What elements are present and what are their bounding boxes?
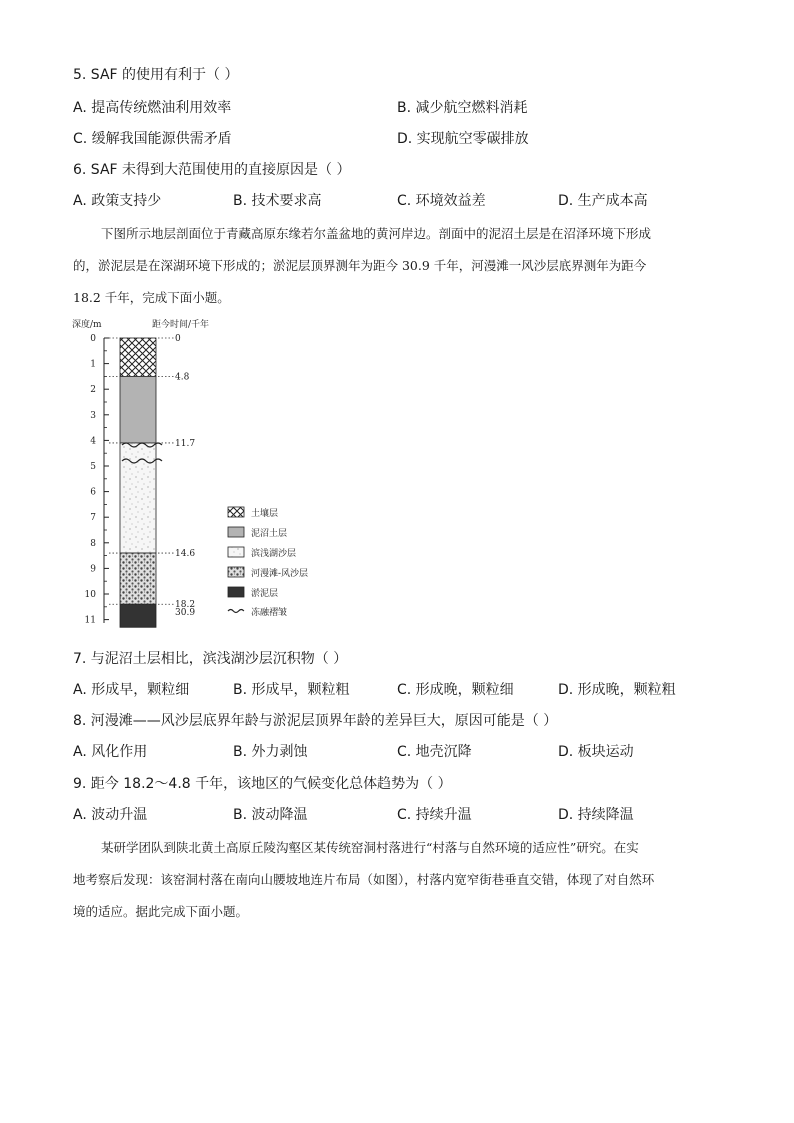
depth-tick-label: 11: [84, 615, 96, 626]
layer-age-label: 11.7: [175, 438, 196, 449]
passage-2-line-2: 地考察后发现：该窑洞村落在南向山腰坡地连片布局（如图），村落内宽窄街巷垂直交错，体现了对自然环: [73, 872, 655, 887]
question-7-option-a[interactable]: A. 形成早，颗粒细: [73, 682, 190, 698]
depth-tick-label: 3: [90, 410, 96, 421]
legend-swatch-peat: [228, 527, 244, 537]
question-6-option-c[interactable]: C. 环境效益差: [397, 193, 486, 209]
question-8-option-a[interactable]: A. 风化作用: [73, 744, 148, 760]
question-7-option-c[interactable]: C. 形成晚，颗粒细: [397, 682, 514, 698]
question-5-option-b[interactable]: B. 减少航空燃料消耗: [397, 100, 528, 116]
legend-label-fold: 冻融褶皱: [251, 608, 288, 618]
depth-axis-title: 深度/m: [72, 320, 102, 330]
question-5-option-a[interactable]: A. 提高传统燃油利用效率: [73, 100, 232, 116]
legend-swatch-silt: [228, 587, 244, 597]
question-8-stem: 8. 河漫滩——风沙层底界年龄与淤泥层顶界年龄的差异巨大，原因可能是（ ）: [73, 713, 558, 729]
depth-tick-label: 6: [90, 487, 96, 498]
passage-1-line-3: 18.2 千年，完成下面小题。: [73, 290, 230, 305]
question-9-stem: 9. 距今 18.2～4.8 千年，该地区的气候变化总体趋势为（ ）: [73, 776, 452, 792]
passage-2-line-3: 境的适应。据此完成下面小题。: [73, 904, 249, 919]
question-5-stem: 5. SAF 的使用有利于（ ）: [73, 67, 239, 83]
legend-swatch-fold: [228, 610, 244, 613]
depth-tick-label: 2: [90, 385, 96, 396]
question-9-option-c[interactable]: C. 持续升温: [397, 807, 472, 823]
legend-swatch-soil: [228, 507, 244, 517]
time-axis-title: 距今时间/千年: [152, 320, 210, 330]
layer-age-label: 0: [175, 334, 181, 344]
question-6-option-b[interactable]: B. 技术要求高: [233, 193, 322, 209]
legend-label-floodplain: 河漫滩-风沙层: [251, 569, 309, 579]
layer-age-label: 30.9: [175, 608, 196, 619]
legend-swatch-sand: [228, 547, 244, 557]
question-9-option-a[interactable]: A. 波动升温: [73, 807, 148, 823]
passage-2-line-1: 某研学团队到陕北黄土高原丘陵沟壑区某传统窑洞村落进行“村落与自然环境的适应性”研究。在实: [101, 840, 639, 855]
depth-tick-label: 10: [84, 590, 96, 600]
stratigraphic-profile-figure: [62, 315, 382, 640]
depth-tick-label: 4: [90, 436, 96, 447]
question-8-option-c[interactable]: C. 地壳沉降: [397, 744, 472, 760]
layer-age-label: 18.2: [175, 600, 196, 611]
layer-columns: [120, 338, 156, 627]
question-7-stem: 7. 与泥沼土层相比，滨浅湖沙层沉积物（ ）: [73, 651, 348, 667]
question-7-option-d[interactable]: D. 形成晚，颗粒粗: [558, 682, 676, 698]
depth-ticks: [85, 334, 109, 626]
age-labels: [175, 334, 195, 618]
question-6-option-a[interactable]: A. 政策支持少: [73, 193, 162, 209]
question-5-option-c[interactable]: C. 缓解我国能源供需矛盾: [73, 131, 232, 147]
legend-label-soil: 土壤层: [251, 509, 279, 519]
layer-age-label: 14.6: [175, 549, 196, 560]
depth-tick-label: 8: [90, 538, 96, 549]
question-9-option-d[interactable]: D. 持续降温: [558, 807, 634, 823]
layer-column-segment: [120, 338, 156, 376]
depth-tick-label: 5: [90, 462, 96, 472]
question-9-option-b[interactable]: B. 波动降温: [233, 807, 308, 823]
legend-swatch-floodplain: [228, 567, 244, 577]
layer-age-label: 4.8: [175, 372, 190, 383]
depth-tick-label: 9: [90, 564, 96, 575]
layer-column-segment: [120, 604, 156, 627]
depth-tick-label: 1: [90, 359, 96, 370]
passage-1-line-1: 下图所示地层剖面位于青藏高原东缘若尔盖盆地的黄河岸边。剖面中的泥沼土层是在沼泽环境下形成: [101, 226, 652, 241]
figure-legend: [228, 507, 308, 618]
layer-column-segment: [120, 553, 156, 604]
legend-label-sand: 滨浅湖沙层: [251, 549, 297, 559]
question-7-option-b[interactable]: B. 形成早，颗粒粗: [233, 682, 350, 698]
legend-label-silt: 淤泥层: [251, 589, 279, 599]
depth-tick-label: 7: [90, 513, 96, 524]
legend-label-peat: 泥沼土层: [251, 529, 288, 539]
passage-2: [73, 838, 723, 928]
question-6-stem: 6. SAF 未得到大范围使用的直接原因是（ ）: [73, 162, 351, 178]
question-6-option-d[interactable]: D. 生产成本高: [558, 193, 648, 209]
passage-1: [73, 224, 723, 314]
question-8-option-d[interactable]: D. 板块运动: [558, 744, 634, 760]
depth-tick-label: 0: [90, 334, 96, 344]
question-5-option-d[interactable]: D. 实现航空零碳排放: [397, 131, 529, 147]
question-8-option-b[interactable]: B. 外力剥蚀: [233, 744, 308, 760]
passage-1-line-2: 的，淤泥层是在深湖环境下形成的；淤泥层顶界测年为距今 30.9 千年，河漫滩一风沙层底界测年为距今: [73, 258, 647, 273]
layer-column-segment: [120, 376, 156, 443]
